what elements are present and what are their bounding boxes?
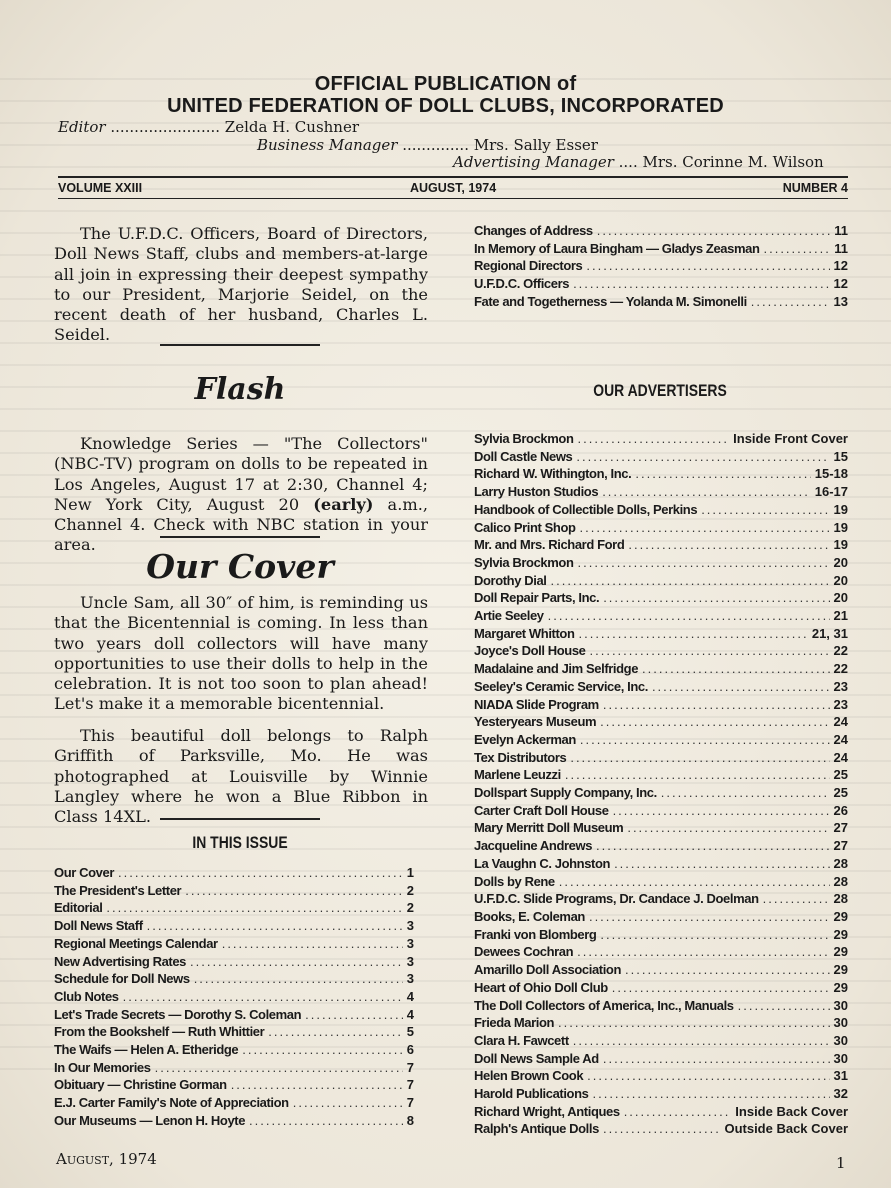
toc-entry [474,819,848,837]
footer-date: August, 1974 [56,1150,157,1168]
editor-label: Editor [58,118,106,136]
masthead-rule-top [58,176,848,178]
toc-entry-label: Larry Huston Studios [474,484,599,500]
leader-dots [587,1067,829,1085]
toc-entry-label: E.J. Carter Family's Note of Appreciation [54,1095,289,1111]
toc-entry-page: 3 [406,935,414,951]
leader-dots [625,961,830,979]
toc-entry-page: 2 [406,882,414,898]
leader-dots [558,1014,829,1032]
toc-entry-page: 27 [833,838,848,854]
toc-entry [54,882,414,900]
toc-entry [474,607,848,625]
leader-dots [603,1120,721,1138]
toc-entry [54,988,414,1006]
our-cover-title: Our Cover [146,547,334,586]
toc-entry-page: 16-17 [814,484,848,500]
leader-dots [614,855,829,873]
toc-entry-label: Seeley's Ceramic Service, Inc. [474,678,648,694]
toc-entry-page: 19 [833,537,848,553]
toc-entry-page: 30 [833,997,848,1013]
toc-entry-label: Richard Wright, Antiques [474,1103,620,1119]
toc-entry-page: 25 [833,785,848,801]
toc-entry-label: Doll News Staff [54,918,143,934]
toc-entry [474,1120,848,1138]
toc-entry [474,837,848,855]
toc-entry-label: Franki von Blomberg [474,926,597,942]
toc-entry-page: 29 [833,979,848,995]
toc-entry [474,855,848,873]
section-divider [160,536,320,538]
leader-dots [155,1059,403,1077]
toc-entry [474,1014,848,1032]
leader-dots [106,899,402,917]
toc-entry-label: Regional Directors [474,258,583,274]
toc-entry [54,935,414,953]
business-dots: .............. [397,136,474,154]
toc-entry-page: Inside Back Cover [735,1103,848,1119]
toc-entry-page: 4 [406,988,414,1004]
leader-dots [190,953,403,971]
toc-entry-page: 31 [833,1068,848,1084]
toc-entry [474,696,848,714]
leader-dots [118,864,403,882]
toc-entry-page: 24 [833,749,848,765]
leader-dots [185,882,403,900]
toc-entry [474,749,848,767]
toc-entry-page: 21 [833,608,848,624]
toc-entry-label: Marlene Leuzzi [474,767,561,783]
toc-entry [54,1059,414,1077]
toc-entry-label: Mr. and Mrs. Richard Ford [474,537,625,553]
flash-text-bold: (early) [313,494,374,514]
toc-entry-label: Schedule for Doll News [54,971,190,987]
leader-dots [738,997,830,1015]
toc-entry [474,572,848,590]
leader-dots [597,222,831,240]
leader-dots [628,536,829,554]
toc-entry [54,1112,414,1130]
toc-entry-label: From the Bookshelf — Ruth Whittier [54,1024,265,1040]
leader-dots [305,1006,403,1024]
toc-entry-page: 28 [833,855,848,871]
leader-dots [589,908,830,926]
toc-entry-page: 30 [833,1032,848,1048]
toc-entry-page: 19 [833,501,848,517]
toc-entry-page: 29 [833,962,848,978]
leader-dots [635,465,810,483]
leader-dots [231,1076,403,1094]
leader-dots [222,935,403,953]
leader-dots [603,589,829,607]
in-this-issue-heading: IN THIS ISSUE [192,833,288,852]
toc-entry-page: 3 [406,918,414,934]
toc-entry-label: Books, E. Coleman [474,908,585,924]
advertising-manager-line [453,153,824,171]
leader-dots [763,240,830,258]
toc-entry-label: Jacqueline Andrews [474,838,593,854]
toc-entry-label: In Memory of Laura Bingham — Gladys Zeasman [474,240,760,256]
leader-dots [123,988,403,1006]
toc-entry [54,899,414,917]
leader-dots [751,293,830,311]
sympathy-notice: The U.F.D.C. Officers, Board of Directors, Doll News Staff, clubs and members-at-large all join in expressing their deepest sympathy to our President, Marjorie Seidel, on the recent death of her husband, Charles L. Seidel. [54,224,428,345]
volume-label: VOLUME XXIII [58,181,143,195]
toc-entry-page: 11 [834,223,848,238]
leader-dots [249,1112,403,1130]
toc-entry-label: Handbook of Collectible Dolls, Perkins [474,501,698,517]
toc-entry-label: Sylvia Brockmon [474,554,574,570]
toc-entry-page: 12 [833,258,848,274]
issue-date: AUGUST, 1974 [410,181,497,195]
cover-paragraph-1: Uncle Sam, all 30″ of him, is reminding us that the Bicentennial is coming. In less than two years doll collectors will have many opportunities to use their dolls to help in the celebration. It is not too soon to plan ahead! Let's make it a memorable bicentennial. [54,593,428,714]
toc-entry [474,873,848,891]
toc-entry-label: Doll News Sample Ad [474,1050,599,1066]
toc-entry-page: 30 [833,1015,848,1031]
issue-info-row [58,181,848,197]
toc-entry-label: Our Cover [54,865,114,880]
toc-entry-label: The Doll Collectors of America, Inc., Manuals [474,997,734,1013]
toc-entry [474,625,848,643]
section-divider [160,818,320,820]
issue-number: NUMBER 4 [782,181,848,195]
toc-entry [474,890,848,908]
toc-entry-page: 4 [406,1006,414,1022]
flash-text-a: Knowledge Series — "The Collectors" (NBC-TV) program on dolls to be repeated in Los Angeles, August 17 at 2:30, Channel 4; New York City, August 20 [54,434,428,514]
toc-entry-label: U.F.D.C. Officers [474,276,570,292]
leader-dots [586,257,829,275]
toc-entry-label: La Vaughn C. Johnston [474,855,611,871]
toc-entry-label: Doll Castle News [474,448,573,464]
toc-entry [474,501,848,519]
toc-entry-page: Outside Back Cover [724,1121,848,1137]
business-label: Business Manager [257,136,398,154]
toc-entry-label: Changes of Address [474,223,593,238]
toc-entry-label: Madalaine and Jim Selfridge [474,661,639,677]
toc-entry-page: 28 [833,891,848,907]
toc-entry-label: Club Notes [54,988,119,1004]
leader-dots [596,837,830,855]
toc-entry-page: 15-18 [814,466,848,482]
toc-entry-label: Mary Merritt Doll Museum [474,820,624,836]
toc-entry-page: 15 [833,448,848,464]
leader-dots [565,766,830,784]
leader-dots [652,678,830,696]
leader-dots [613,802,830,820]
toc-entry-label: Carter Craft Doll House [474,802,609,818]
leader-dots [293,1094,403,1112]
toc-entry-page: 20 [833,554,848,570]
toc-entry [474,908,848,926]
toc-entry-label: Yesteryears Museum [474,714,597,730]
toc-entry [474,961,848,979]
toc-entry [54,1076,414,1094]
toc-entry-label: Heart of Ohio Doll Club [474,979,608,995]
toc-entry-label: Frieda Marion [474,1015,555,1031]
toc-entry-label: Regional Meetings Calendar [54,935,218,951]
toc-entry [474,731,848,749]
toc-entry [474,997,848,1015]
toc-entry-label: Calico Print Shop [474,519,576,535]
toc-entry-label: New Advertising Rates [54,953,186,969]
toc-entry-label: NIADA Slide Program [474,696,599,712]
toc-entry-label: Evelyn Ackerman [474,731,576,747]
toc-entry-page: 7 [406,1059,414,1075]
toc-entry-page: 29 [833,944,848,960]
toc-entry [474,660,848,678]
toc-entry [474,1085,848,1103]
toc-entry-label: Clara H. Fawcett [474,1032,569,1048]
toc-entry-label: Helen Brown Cook [474,1068,584,1084]
toc-entry [474,430,848,448]
leader-dots [577,943,829,961]
leader-dots [580,731,830,749]
toc-entry-label: Dolls by Rene [474,873,555,889]
toc-entry [474,257,848,275]
toc-entry-page: 7 [406,1077,414,1093]
toc-entry-page: 20 [833,590,848,606]
toc-entry [474,926,848,944]
toc-entry-label: Dorothy Dial [474,572,547,588]
toc-entry [474,554,848,572]
leader-dots [763,890,830,908]
toc-entry-label: Our Museums — Lenon H. Hoyte [54,1112,246,1128]
toc-entry-label: Margaret Whitton [474,625,575,641]
leader-dots [578,554,830,572]
toc-entry [474,1032,848,1050]
toc-entry-label: Amarillo Doll Association [474,962,621,978]
toc-entry [474,943,848,961]
leader-dots [590,642,830,660]
toc-entry-page: 24 [833,714,848,730]
toc-entry-page: 19 [833,519,848,535]
toc-entry-page: 20 [833,572,848,588]
toc-entry-page: 29 [833,926,848,942]
in-this-issue-list [54,864,414,1130]
toc-entry-label: Editorial [54,900,103,916]
toc-entry [474,222,848,240]
toc-entry [474,536,848,554]
toc-entry-page: Inside Front Cover [733,431,848,446]
toc-entry [54,864,414,882]
publication-line-1: OFFICIAL PUBLICATION of [314,73,577,95]
advertising-name: Mrs. Corinne M. Wilson [642,153,824,171]
toc-entry-page: 28 [833,873,848,889]
advertising-label: Advertising Manager [453,153,614,171]
leader-dots [548,607,830,625]
toc-entry-page: 23 [833,696,848,712]
contents-continued-list [474,222,848,311]
toc-entry-page: 3 [406,953,414,969]
toc-entry-label: Dewees Cochran [474,944,574,960]
leader-dots [642,660,830,678]
advertising-dots: .... [613,153,643,171]
business-name: Mrs. Sally Esser [473,136,598,154]
leader-dots [576,448,829,466]
toc-entry [474,1103,848,1121]
leader-dots [268,1023,402,1041]
toc-entry [474,240,848,258]
toc-entry-page: 26 [833,802,848,818]
toc-entry [54,1041,414,1059]
leader-dots [661,784,830,802]
toc-entry-page: 27 [833,820,848,836]
toc-entry-label: Harold Publications [474,1086,589,1102]
leader-dots [600,713,829,731]
toc-entry-page: 13 [833,293,848,309]
toc-entry-label: Dollspart Supply Company, Inc. [474,785,657,801]
toc-entry [474,483,848,501]
leader-dots [550,572,829,590]
leader-dots [603,696,830,714]
publication-line-2: UNITED FEDERATION OF DOLL CLUBS, INCORPORATED [167,95,724,117]
toc-entry-label: Joyce's Doll House [474,643,586,659]
toc-entry [474,448,848,466]
toc-entry-label: Tex Distributors [474,749,567,765]
toc-entry-page: 29 [833,908,848,924]
toc-entry-page: 7 [406,1095,414,1111]
toc-entry-page: 22 [833,643,848,659]
toc-entry [54,953,414,971]
advertisers-list [474,430,848,1138]
toc-entry [474,784,848,802]
leader-dots [603,1050,830,1068]
flash-text-b: a.m., Channel 4. Check with NBC station in your area. [54,494,428,555]
toc-entry [474,293,848,311]
toc-entry-page: 2 [406,900,414,916]
toc-entry-label: Artie Seeley [474,608,544,624]
toc-entry-page: 12 [833,276,848,292]
toc-entry-label: Ralph's Antique Dolls [474,1121,599,1137]
toc-entry [474,802,848,820]
toc-entry [474,519,848,537]
toc-entry-page: 23 [833,678,848,694]
toc-entry-page: 5 [406,1024,414,1040]
toc-entry [474,1067,848,1085]
leader-dots [573,275,829,293]
toc-entry-label: U.F.D.C. Slide Programs, Dr. Candace J. Doelman [474,891,759,907]
flash-title: Flash [194,372,286,407]
editor-name: Zelda H. Cushner [224,118,360,136]
leader-dots [627,819,829,837]
toc-entry-page: 30 [833,1050,848,1066]
toc-entry [474,589,848,607]
toc-entry [54,970,414,988]
toc-entry-label: The President's Letter [54,882,182,898]
toc-entry [54,1023,414,1041]
toc-entry-page: 32 [833,1086,848,1102]
masthead-rule-bottom [58,198,848,199]
toc-entry-page: 21, 31 [811,625,848,641]
toc-entry [54,1094,414,1112]
section-divider [160,344,320,346]
toc-entry-label: Obituary — Christine Gorman [54,1077,227,1093]
toc-entry-page: 25 [833,767,848,783]
toc-entry [474,979,848,997]
leader-dots [194,970,403,988]
leader-dots [559,873,830,891]
leader-dots [624,1103,732,1121]
leader-dots [600,926,829,944]
editor-dots: ....................... [105,118,225,136]
toc-entry-label: Fate and Togetherness — Yolanda M. Simonelli [474,293,747,309]
leader-dots [602,483,811,501]
toc-entry-page: 1 [406,865,414,880]
leader-dots [592,1085,829,1103]
our-advertisers-heading: OUR ADVERTISERS [593,381,727,400]
page-number: 1 [836,1154,846,1172]
leader-dots [580,519,830,537]
toc-entry [474,713,848,731]
toc-entry [474,465,848,483]
toc-entry-page: 11 [834,240,848,256]
leader-dots [612,979,830,997]
toc-entry-label: Richard W. Withington, Inc. [474,466,632,482]
toc-entry [474,275,848,293]
toc-entry [474,642,848,660]
toc-entry-label: Doll Repair Parts, Inc. [474,590,600,606]
toc-entry [54,1006,414,1024]
toc-entry [474,678,848,696]
leader-dots [701,501,829,519]
business-manager-line [257,136,598,154]
editor-line [58,118,359,136]
leader-dots [578,430,730,448]
leader-dots [242,1041,403,1059]
toc-entry-page: 3 [406,971,414,987]
toc-entry [474,766,848,784]
toc-entry-label: Let's Trade Secrets — Dorothy S. Coleman [54,1006,302,1022]
toc-entry-label: Sylvia Brockmon [474,431,574,446]
leader-dots [578,625,807,643]
toc-entry-page: 8 [406,1112,414,1128]
leader-dots [573,1032,830,1050]
leader-dots [147,917,403,935]
toc-entry-page: 22 [833,661,848,677]
toc-entry-label: The Waifs — Helen A. Etheridge [54,1042,239,1058]
toc-entry-page: 24 [833,731,848,747]
toc-entry [474,1050,848,1068]
toc-entry [54,917,414,935]
toc-entry-page: 6 [406,1042,414,1058]
leader-dots [570,749,829,767]
cover-paragraph-2: This beautiful doll belongs to Ralph Griffith of Parksville, Mo. He was photographed at Louisville by Winnie Langley where he won a Blue Ribbon in Class 14XL. [54,726,428,827]
toc-entry-label: In Our Memories [54,1059,151,1075]
